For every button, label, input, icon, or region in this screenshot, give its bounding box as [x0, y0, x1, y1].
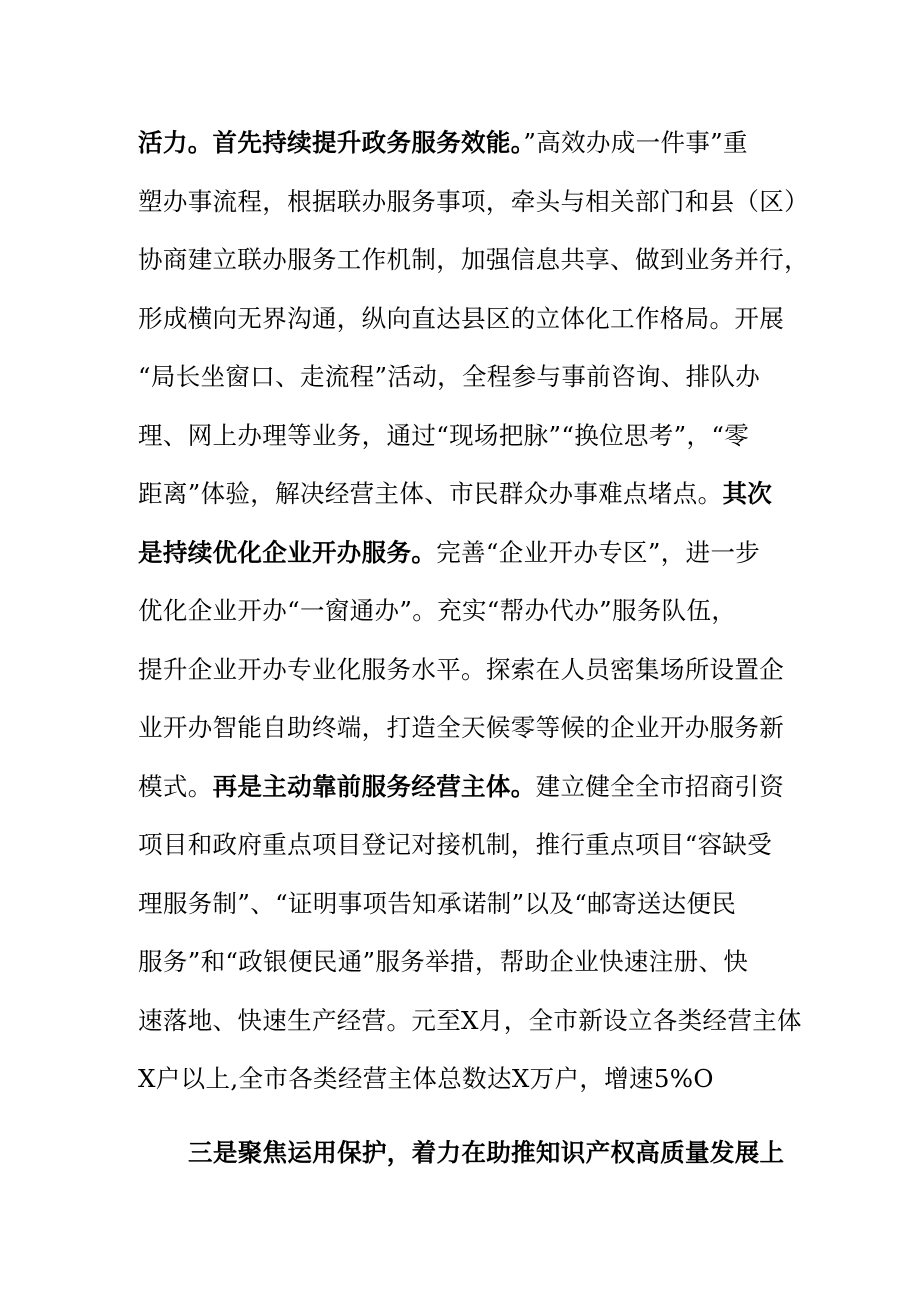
line-text: 距离”体验，解决经营主体、市民群众办事难点堵点。 — [138, 479, 723, 508]
line-text: 服务”和“政银便民通”服务举措，帮助企业快速注册、快 — [138, 947, 749, 976]
section-heading-text: 三是聚焦运用保护，着力在助推知识产权高质量发展上 — [188, 1138, 785, 1167]
line-text: 理服务制”、“证明事项告知承诺制”以及“邮寄送达便民 — [138, 889, 737, 918]
paragraph-line-1 — [138, 128, 748, 158]
line-text: 模式。 — [138, 772, 213, 801]
paragraph-line-8 — [138, 538, 760, 568]
line-text: 理、网上办理等业务，通过“现场把脉”“换位思考”，“零 — [138, 421, 750, 450]
bold-lead-phrase: 是持续优化企业开办服务。 — [138, 538, 437, 567]
line-text: 速落地、快速生产经营。元至X月，全市新设立各类经营主体 — [138, 1006, 802, 1035]
paragraph-line-5 — [138, 362, 760, 392]
paragraph-line-3 — [138, 245, 809, 275]
line-text: “局长坐窗口、走流程”活动，全程参与事前咨询、排队办 — [138, 362, 761, 391]
paragraph-line-6 — [138, 421, 749, 451]
bold-trailing-phrase: 其次 — [722, 479, 773, 508]
paragraph-line-4 — [138, 304, 784, 334]
paragraph-line-16 — [138, 1006, 802, 1036]
bold-lead-phrase: 活力。首先持续提升政务服务效能。 — [138, 128, 524, 157]
paragraph-line-13 — [138, 830, 772, 860]
paragraph-line-17 — [138, 1064, 714, 1094]
paragraph-line-9 — [138, 596, 736, 626]
paragraph-line-15 — [138, 947, 748, 977]
line-text: 完善“企业开办专区”，进一步 — [436, 538, 761, 567]
bold-mid-phrase: 再是主动靠前服务经营主体。 — [212, 772, 536, 801]
line-text: 形成横向无界沟通，纵向直达县区的立体化工作格局。开展 — [138, 304, 785, 333]
line-text: 塑办事流程，根据联办服务事项，牵头与相关部门和县（区） — [138, 187, 809, 216]
paragraph-line-11 — [138, 713, 784, 743]
line-text-after: 建立健全全市招商引资 — [535, 772, 785, 801]
section-heading-line — [188, 1138, 784, 1168]
line-text: ”高效办成一件事”重 — [523, 128, 748, 157]
paragraph-line-7 — [138, 479, 772, 509]
line-text: 业开办智能自助终端，打造全天候零等候的企业开办服务新 — [138, 713, 785, 742]
paragraph-line-2 — [138, 187, 809, 217]
line-text: 提升企业开办专业化服务水平。探索在人员密集场所设置企 — [138, 655, 785, 684]
paragraph-line-10 — [138, 655, 784, 685]
line-text: 协商建立联办服务工作机制，加强信息共享、做到业务并行， — [138, 245, 809, 274]
paragraph-line-12 — [138, 772, 784, 802]
line-text: 项目和政府重点项目登记对接机制，推行重点项目“容缺受 — [138, 830, 773, 859]
line-text: X户以上,全市各类经营主体总数达X万户，增速5%O — [138, 1064, 714, 1093]
line-text: 优化企业开办“一窗通办”。充实“帮办代办”服务队伍， — [138, 596, 737, 625]
paragraph-line-14 — [138, 889, 736, 919]
